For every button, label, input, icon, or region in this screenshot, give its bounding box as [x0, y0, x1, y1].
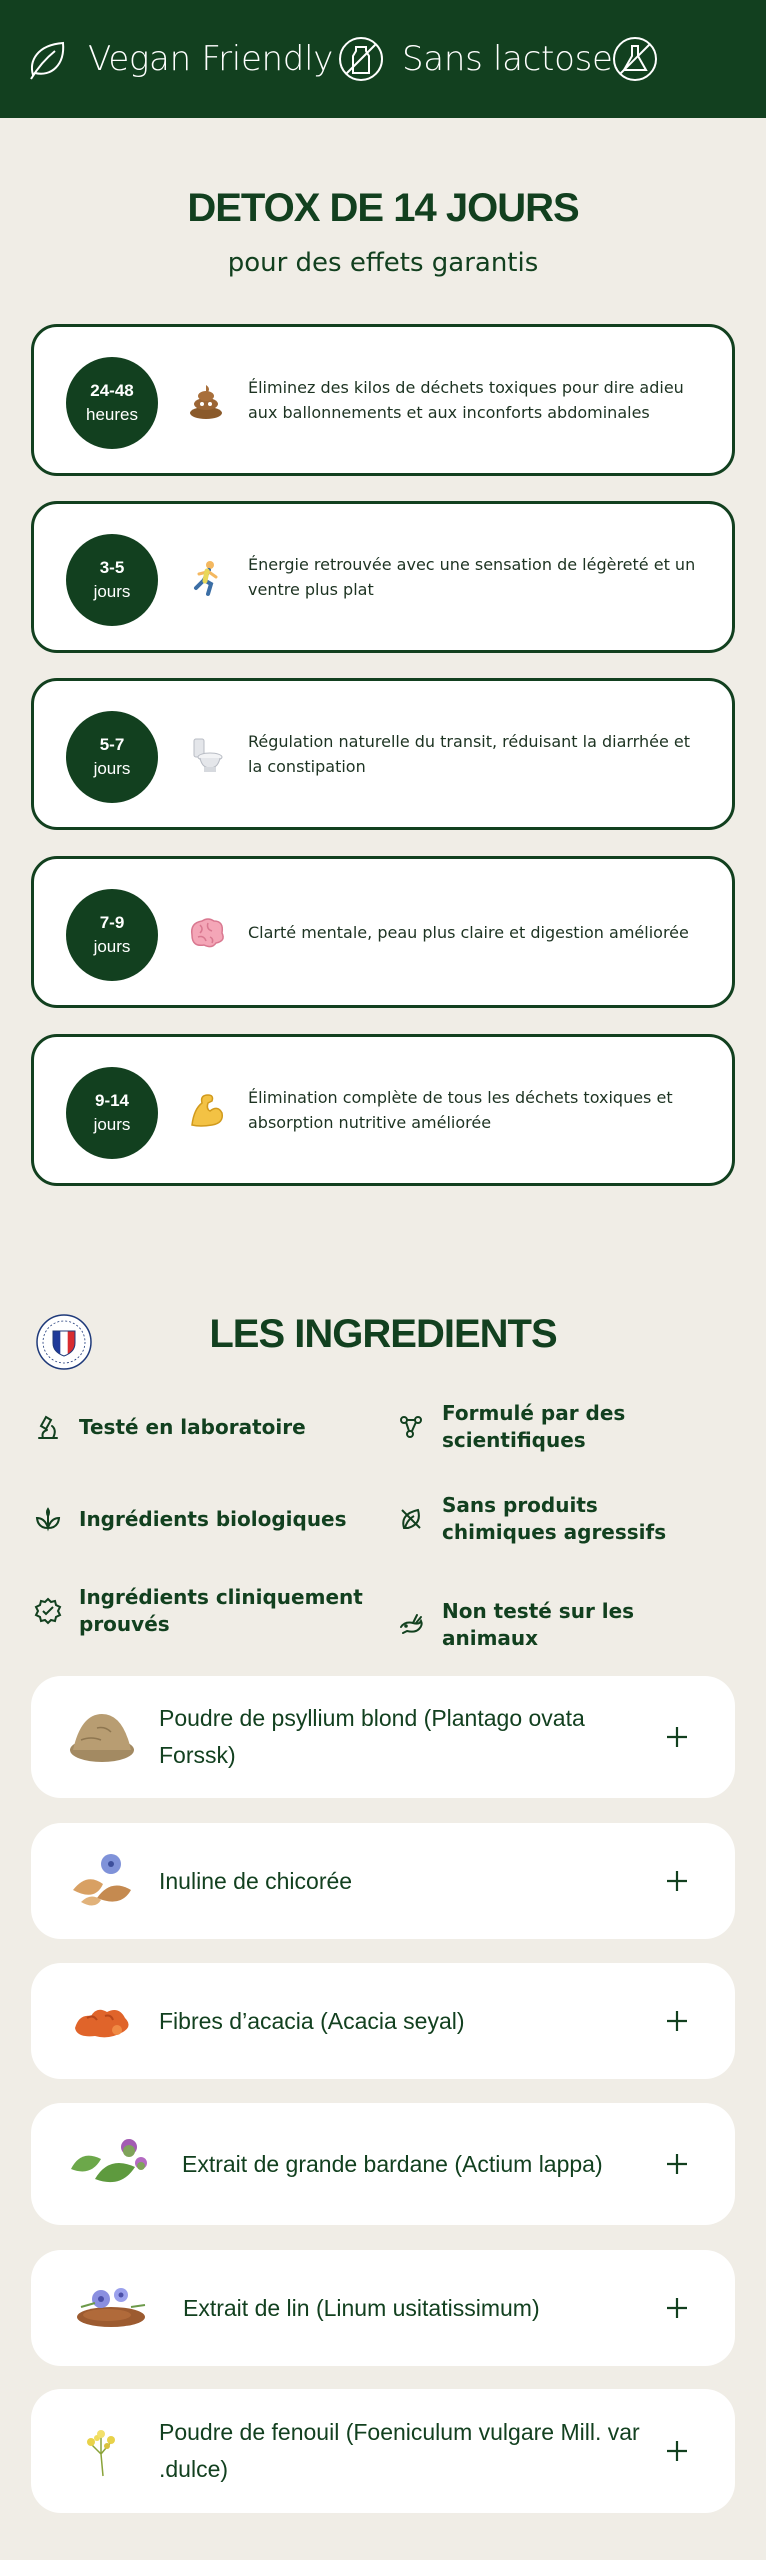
banner-no-chemicals [610, 0, 660, 118]
ingredient-name: Poudre de fenouil (Foeniculum vulgare Mill. var .dulce) [159, 2419, 640, 2482]
ingredient-card[interactable] [31, 2250, 735, 2366]
molecule-icon [396, 1412, 426, 1442]
timeline-badge [66, 889, 158, 981]
no-chemicals-leaf-icon [396, 1504, 426, 1534]
ingredient-card[interactable] [31, 1676, 735, 1798]
detox-title: DETOX DE 14 JOURS [187, 186, 579, 230]
timeline-range: 3-5 [99, 558, 125, 577]
timeline-unit: jours [93, 759, 131, 778]
feature-item [33, 1504, 347, 1534]
banner-vegan [22, 0, 333, 118]
runner-icon [184, 556, 228, 600]
feature-label: Formulé par des scientifiques [442, 1401, 626, 1452]
feature-item [33, 1412, 306, 1442]
fennel-flower-image [79, 2420, 129, 2482]
plus-icon[interactable] [665, 1725, 689, 1749]
timeline-unit: heures [86, 405, 138, 424]
feature-label: Ingrédients biologiques [79, 1506, 347, 1531]
timeline-card [31, 678, 735, 830]
burdock-plant-image [67, 2133, 151, 2195]
sprout-icon [33, 1504, 63, 1534]
feature-label: Ingrédients cliniquement prouvés [79, 1585, 363, 1636]
timeline-text: Clarté mentale, peau plus claire et digestion améliorée [248, 922, 689, 942]
ingredient-name: Fibres d’acacia (Acacia seyal) [159, 2007, 465, 2034]
poop-icon [184, 379, 228, 423]
ingredients-title: LES INGREDIENTS [209, 1312, 557, 1356]
flax-seed-image [71, 2277, 155, 2339]
timeline-badge [66, 1067, 158, 1159]
feature-item [396, 1598, 726, 1652]
banner-lactose [336, 0, 613, 118]
top-banner [0, 0, 766, 118]
banner-label: Vegan Friendly [88, 39, 334, 79]
no-flask-icon [610, 34, 660, 84]
ingredient-name: Extrait de lin (Linum usitatissimum) [183, 2294, 540, 2321]
timeline-text: Régulation naturelle du transit, réduisant la diarrhée et la constipation [248, 732, 690, 776]
microscope-icon [33, 1412, 63, 1442]
plus-icon[interactable] [665, 1869, 689, 1893]
timeline-range: 24-48 [90, 381, 134, 400]
timeline-unit: jours [93, 582, 131, 601]
ingredient-card[interactable] [31, 1823, 735, 1939]
timeline-unit: jours [93, 937, 131, 956]
timeline-card [31, 856, 735, 1008]
timeline-range: 7-9 [99, 913, 125, 932]
chicory-root-image [67, 1850, 137, 1912]
ingredient-card[interactable] [31, 1963, 735, 2079]
verified-check-icon [33, 1596, 63, 1626]
plus-icon[interactable] [665, 2296, 689, 2320]
psyllium-powder-image [67, 1706, 137, 1768]
timeline-badge [66, 534, 158, 626]
no-milk-icon [336, 34, 386, 84]
banner-label: Sans lactose [402, 39, 613, 79]
timeline-range: 9-14 [94, 1091, 130, 1110]
feature-label: Testé en laboratoire [79, 1414, 306, 1439]
timeline-badge [66, 711, 158, 803]
detox-subtitle: pour des effets garantis [227, 248, 539, 278]
plus-icon[interactable] [665, 2152, 689, 2176]
plus-icon[interactable] [665, 2009, 689, 2033]
muscle-icon [184, 1089, 228, 1133]
timeline-text: Éliminez des kilos de déchets toxiques pour dire adieu aux ballonnements et aux inconforts abdominales [248, 378, 684, 422]
brain-icon [184, 911, 228, 955]
leaf-icon [22, 34, 72, 84]
cruelty-free-bunny-icon [396, 1610, 426, 1640]
feature-item [33, 1584, 363, 1638]
feature-label: Non testé sur les animaux [442, 1599, 635, 1650]
ingredient-card[interactable] [31, 2103, 735, 2225]
toilet-icon [184, 733, 228, 777]
feature-label: Sans produits chimiques agressifs [442, 1493, 667, 1544]
feature-item [396, 1492, 716, 1546]
timeline-card [31, 324, 735, 476]
plus-icon[interactable] [665, 2439, 689, 2463]
timeline-range: 5-7 [99, 735, 125, 754]
timeline-card [31, 501, 735, 653]
timeline-text: Énergie retrouvée avec une sensation de légèreté et un ventre plus plat [248, 555, 696, 599]
timeline-card [31, 1034, 735, 1186]
timeline-text: Élimination complète de tous les déchets toxiques et absorption nutritive améliorée [248, 1088, 673, 1132]
ingredient-name: Extrait de grande bardane (Actium lappa) [182, 2150, 603, 2177]
ingredient-card[interactable] [31, 2389, 735, 2513]
feature-item [396, 1400, 716, 1454]
acacia-resin-image [67, 1990, 137, 2052]
timeline-unit: jours [93, 1115, 131, 1134]
timeline-badge [66, 357, 158, 449]
ingredient-name: Inuline de chicorée [159, 1867, 353, 1894]
ingredient-name: Poudre de psyllium blond (Plantago ovata Forssk) [159, 1705, 585, 1768]
